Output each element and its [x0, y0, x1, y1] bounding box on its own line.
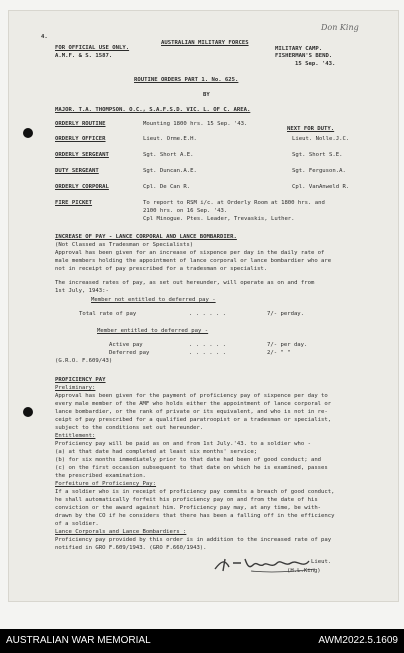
section-heading: PROFICIENCY PAY — [55, 377, 106, 383]
duty-label: DUTY SERGEANT — [55, 168, 99, 174]
paragraph-line: male members holding the appointment of lance corporal or lance bombardier who are — [55, 258, 332, 264]
camp-name: MILITARY CAMP. — [275, 46, 323, 52]
footer-accession-number: AWM2022.5.1609 — [318, 635, 398, 646]
signature-name: (H.L.King) — [287, 568, 321, 574]
pay-leader: . . . . . . — [189, 311, 227, 317]
routine-orders-title: ROUTINE ORDERS PART 1. No. 625. — [134, 77, 239, 83]
paragraph-line: every male member of the AMF who holds either the appointment of lance corporal or — [55, 401, 332, 407]
subsection-heading: Preliminary: — [55, 385, 96, 391]
pay-value: 7/- perday. — [267, 311, 305, 317]
paragraph-line: subject to the conditions set out hereunder. — [55, 425, 204, 431]
pay-label: Deferred pay — [109, 350, 150, 356]
header-mark: 4. — [41, 34, 48, 40]
duty-next: Lieut. Nolle.J.C. — [292, 136, 350, 142]
pay-category: Member not entitled to deferred pay - — [91, 297, 216, 303]
duty-current: Sgt. Short A.E. — [143, 152, 194, 158]
paragraph-line: (b) for six months immediately prior to that date had been of good conduct; and — [55, 457, 322, 463]
paragraph-line: Proficiency pay will be paid as on and from 1st July.'43. to a soldier who - — [55, 441, 311, 447]
paragraph-line: (c) on the first occasion subsequent to that date on which he is examined, passes — [55, 465, 328, 471]
paragraph-line: Proficiency pay provided by this order is in addition to the increased rate of pay — [55, 537, 332, 543]
signature-rank: Lieut. — [311, 559, 332, 565]
paragraph-line: not in receipt of pay prescribed for a tradesman or specialist. — [55, 266, 268, 272]
pay-label: Active pay — [109, 342, 143, 348]
punch-hole — [23, 407, 33, 417]
section-heading: INCREASE OF PAY - LANCE CORPORAL AND LANCE BOMBARDIER. — [55, 234, 237, 240]
duty-current: To report to RSM i/c. at Orderly Room at 1800 hrs. and — [143, 200, 325, 206]
force-name: AUSTRALIAN MILITARY FORCES — [161, 40, 249, 46]
paragraph-line: 1st July, 1943:- — [55, 288, 109, 294]
paragraph-line: drawn by the CO if he considers that there has been a falling off in the efficiency — [55, 513, 335, 519]
corner-handwriting: Don King — [321, 23, 359, 32]
header-ref: A.M.F. & S. 1587. — [55, 53, 113, 59]
paragraph-line: notified in GRO F.609/1943. (GRO F.660/1943). — [55, 545, 207, 551]
pay-label: Total rate of pay — [79, 311, 137, 317]
duty-next: Cpl. VanAnweld R. — [292, 184, 350, 190]
duty-next: Sgt. Ferguson.A. — [292, 168, 346, 174]
subsection-heading: Lance Corporals and Lance Bombardiers : — [55, 529, 187, 535]
duty-current: Mounting 1800 hrs. 15 Sep. '43. — [143, 121, 248, 127]
paragraph-line: the prescribed examination. — [55, 473, 146, 479]
section-subheading: (Not Classed as Tradesman or Specialists) — [55, 242, 194, 248]
duty-label: FIRE PICKET — [55, 200, 93, 206]
pay-category: Member entitled to deferred pay - — [97, 328, 209, 334]
duty-current: Sgt. Duncan.A.E. — [143, 168, 197, 174]
camp-location: FISHERMAN'S BEND. — [275, 53, 333, 59]
footer-institution: AUSTRALIAN WAR MEMORIAL — [6, 635, 151, 646]
pay-value: 7/- per day. — [267, 342, 308, 348]
pay-leader: . . . . . . — [189, 342, 227, 348]
paragraph-line: Approval has been given for an increase of sixpence per day in the daily rate of — [55, 250, 325, 256]
paragraph-line: of a soldier. — [55, 521, 99, 527]
subsection-heading: Entitlement: — [55, 433, 96, 439]
fire-picket-line: Cpl Minogue. Ptes. Leader, Trevaskis, Luther. — [143, 216, 295, 222]
duty-next: Sgt. Short S.E. — [292, 152, 343, 158]
pay-leader: . . . . . . — [189, 350, 227, 356]
pay-value: 2/- " " — [267, 350, 291, 356]
duty-label: ORDERLY OFFICER — [55, 136, 106, 142]
paragraph-line: Approval has been given for the payment of proficiency pay of sixpence per day to — [55, 393, 328, 399]
subsection-heading: Forfeiture of Proficiency Pay: — [55, 481, 157, 487]
paragraph-line: If a soldier who is in receipt of proficiency pay commits a breach of good conduct, — [55, 489, 335, 495]
duty-label: ORDERLY ROUTINE — [55, 121, 106, 127]
archive-footer — [0, 629, 404, 653]
duty-label: ORDERLY CORPORAL — [55, 184, 109, 190]
issuing-officer: MAJOR. T.A. THOMPSON. O.C., S.A.F.S.D. VIC. L. OF C. AREA. — [55, 107, 251, 113]
paragraph-line: he shall automatically forfeit his proficiency pay on and from the date of his — [55, 497, 318, 503]
official-use: FOR OFFICIAL USE ONLY. — [55, 45, 130, 51]
paragraph-line: lance bombardier, or the rank of private or its equivalent, and who is not in re- — [55, 409, 328, 415]
duty-current: Lieut. Orme.E.H. — [143, 136, 197, 142]
paragraph-line: ceipt of pay prescribed for a qualified paratroopist or a tradesman or specialist, — [55, 417, 332, 423]
paragraph-line: (a) at that date had completed at least six months' service; — [55, 449, 258, 455]
punch-hole — [23, 128, 33, 138]
next-for-duty-heading: NEXT FOR DUTY. — [287, 126, 335, 132]
duty-label: ORDERLY SERGEANT — [55, 152, 109, 158]
order-date: 15 Sep. '43. — [295, 61, 336, 67]
title-by: BY — [203, 92, 210, 98]
paragraph-line: conviction or the award against him. Proficiency pay may, at any time, be with- — [55, 505, 322, 511]
document-page — [8, 10, 399, 602]
order-reference: (G.R.O. F.609/43) — [55, 358, 113, 364]
fire-picket-line: 2100 hrs. on 16 Sep. '43. — [143, 208, 228, 214]
paragraph-line: The increased rates of pay, as set out hereunder, will operate as on and from — [55, 280, 315, 286]
duty-current: Cpl. De Can R. — [143, 184, 191, 190]
